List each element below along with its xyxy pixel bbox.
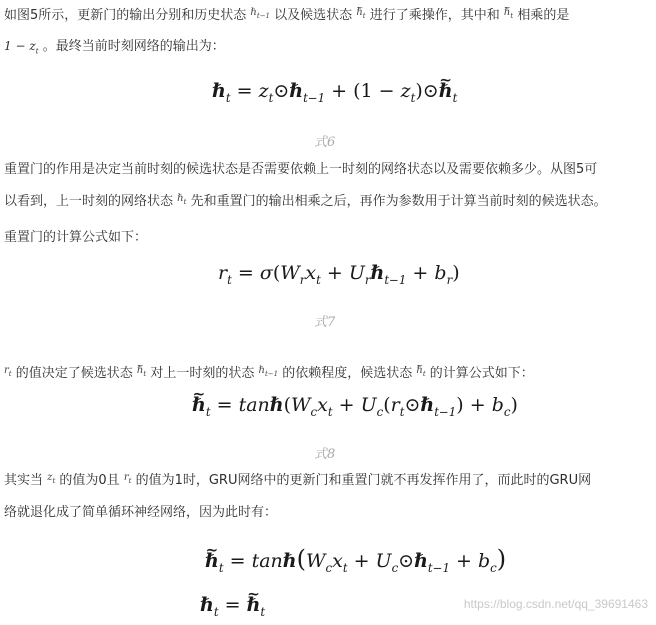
h-tilde-t-inline: ~ $^{\hbar_t}$: [416, 365, 425, 376]
h-t-minus-1-inline: ℏt−1: [250, 7, 271, 20]
equation-10: ℏ$_t$ = ~ ℏ$_t$: [200, 594, 265, 619]
equation-9: ~ ℏ$_t$ = $\tan\hbar(W_cx_t$ + $U_c⊙\hbar_{t-1} + b_c$): [205, 545, 506, 575]
one-minus-z-t-inline: $1 - z_t$: [4, 39, 39, 56]
paragraph-reset-gate-line2: 以看到，上一时刻的网络状态 $^{\hbar_t}$ 先和重置门的输出相乘之后，再作为参数用于计算当前时刻的候选状态。: [4, 193, 607, 209]
paragraph-gru-degenerate-line2: 络就退化成了简单循环神经网络，因为此时有：: [4, 505, 278, 520]
h-t-minus-1-inline: ℏt−1: [258, 365, 279, 378]
equation-6: ℏ$_t$ = $z_t⊙\hbar_{t-1} + (1$ − $z_t)⊙\sim$ ℏ$_t$: [212, 80, 457, 105]
h-tilde-t-inline: ~ $^{\hbar_t}$: [137, 365, 146, 376]
h-t-inline: ℏt: [177, 193, 187, 206]
paragraph-candidate-state: $^{r_t}$ 的值决定了候选状态 ~ $^{\hbar_t}$ 对上一时刻的状态 $^{\hbar_{t-1}}$ 的依赖程度，候选状态 ~ $^{\hbar_t}$ 的计算公式如下：: [4, 364, 534, 388]
equation-7-caption: 式7: [314, 315, 336, 330]
z-t-inline: zt: [47, 472, 56, 485]
paragraph-update-gate-line1: 如图5所示，更新门的输出分别和历史状态 $^{\hbar_{t-1}}$ 以及候选状态 ~ $^{\hbar_t}$ 进行了乘操作，其中和 ~ $^{\hbar_t}$ 相乘的是: [4, 6, 569, 30]
h-tilde-t-inline: ~ $^{\hbar_t}$: [504, 7, 513, 18]
equation-8-caption: 式8: [314, 447, 336, 462]
csdn-watermark: https://blog.csdn.net/qq_39691463: [463, 597, 648, 611]
equation-6-caption: 式6: [314, 135, 336, 150]
paragraph-gru-degenerate-line1: 其实当 $^{z_t}$ 的值为0且 $^{r_t}$ 的值为1时，GRU网络中的更新门和重置门就不再发挥作用了，而此时的GRU网: [4, 472, 592, 488]
r-t-inline: rt: [123, 472, 132, 485]
paragraph-reset-gate-line3: 重置门的计算公式如下：: [4, 230, 148, 245]
r-t-inline: rt: [4, 365, 12, 378]
paragraph-update-gate-line2: $1 - z_t$ 。最终当前时刻网络的输出为：: [4, 39, 225, 56]
equation-8: ~ ℏ$_t$ = $\tan\hbar(W_cx_t$ + $U_c(r_t⊙\hbar_{t-1}) + b_c$): [192, 394, 518, 419]
paragraph-reset-gate-line1: 重置门的作用是决定当前时刻的候选状态是否需要依赖上一时刻的网络状态以及需要依赖多少。从图5可: [4, 162, 598, 177]
h-tilde-t-inline: ~ $^{\hbar_t}$: [356, 7, 365, 18]
equation-7: $r_t = \sigma(W_rx_t$ + $U_r\hbar_{t-1} + b_r$): [218, 262, 460, 287]
